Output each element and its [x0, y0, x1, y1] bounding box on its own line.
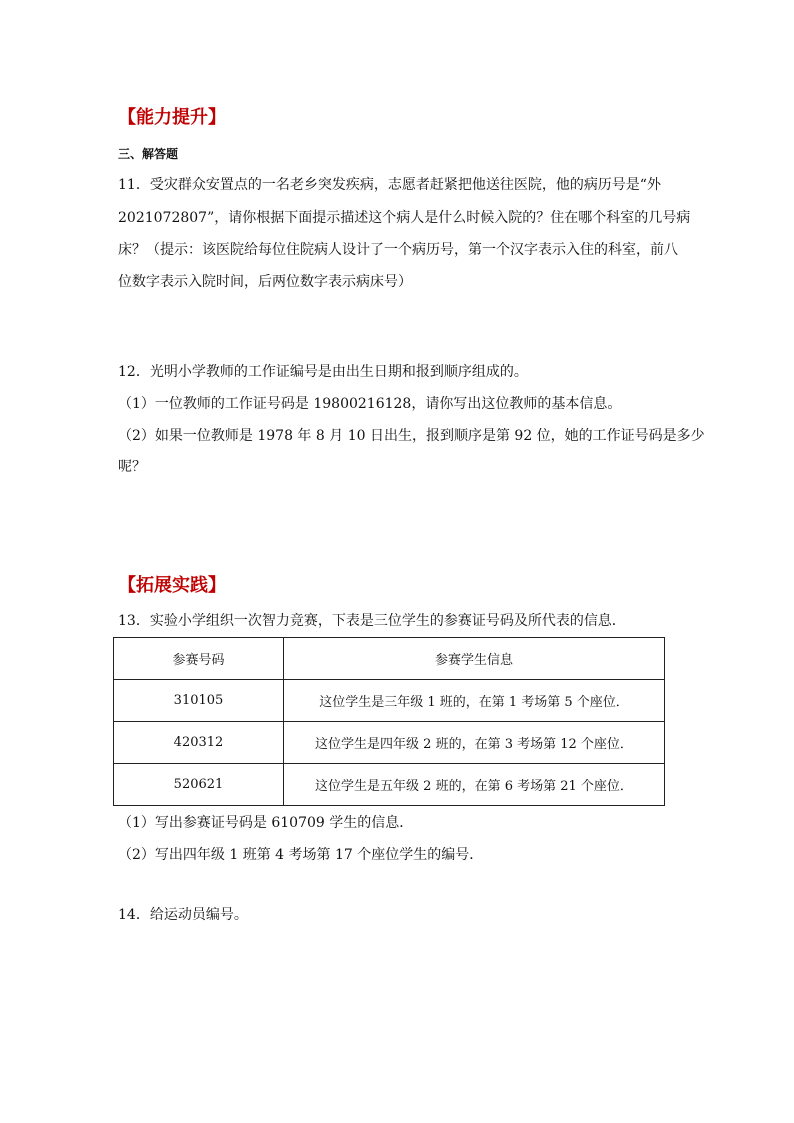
table-row [114, 680, 665, 722]
question-type-heading: 三、解答题 [118, 147, 179, 161]
q12-part-2-line-2: 呢？ [118, 459, 146, 475]
table-cell-code: 520621 [114, 764, 284, 806]
q12-part-1: （1）一位教师的工作证号码是 19800216128，请你写出这位教师的基本信息。 [118, 396, 622, 412]
section-title-ability: 【能力提升】 [118, 107, 226, 128]
table-row [114, 722, 665, 764]
q13-part-1: （1）写出参赛证号码是 610709 学生的信息． [118, 815, 414, 831]
q11-line-3: 床？（提示：该医院给每位住院病人设计了一个病历号，第一个汉字表示入住的科室，前八 [118, 242, 678, 258]
q13-stem: 13．实验小学组织一次智力竞赛，下表是三位学生的参赛证号码及所代表的信息． [118, 613, 626, 629]
table-row [114, 764, 665, 806]
contest-info-table [113, 637, 665, 806]
table-header-code: 参赛号码 [114, 638, 284, 680]
q11-line-1: 11．受灾群众安置点的一名老乡突发疾病，志愿者赶紧把他送往医院，他的病历号是“外 [118, 177, 661, 193]
table-cell-info: 这位学生是四年级 2 班的，在第 3 考场第 12 个座位． [284, 722, 665, 764]
q13-part-2: （2）写出四年级 1 班第 4 考场第 17 个座位学生的编号． [118, 847, 484, 863]
q12-stem: 12．光明小学教师的工作证编号是由出生日期和报到顺序组成的。 [118, 364, 528, 380]
table-cell-code: 310105 [114, 680, 284, 722]
q11-line-4: 位数字表示入院时间，后两位数字表示病床号） [118, 274, 412, 290]
q11-line-2: 2021072807”，请你根据下面提示描述这个病人是什么时候入院的？住在哪个科室的几号病 [118, 210, 691, 226]
section-title-extension: 【拓展实践】 [118, 575, 226, 596]
table-cell-info: 这位学生是三年级 1 班的，在第 1 考场第 5 个座位． [284, 680, 665, 722]
table-header-info: 参赛学生信息 [284, 638, 665, 680]
question-14-stem: 14．给运动员编号。 [118, 907, 248, 923]
q12-part-2-line-1: （2）如果一位教师是 1978 年 8 月 10 日出生，报到顺序是第 92 位，她的工作证号码是多少 [118, 428, 705, 444]
table-header-row [114, 638, 665, 680]
table-cell-info: 这位学生是五年级 2 班的，在第 6 考场第 21 个座位． [284, 764, 665, 806]
table-cell-code: 420312 [114, 722, 284, 764]
